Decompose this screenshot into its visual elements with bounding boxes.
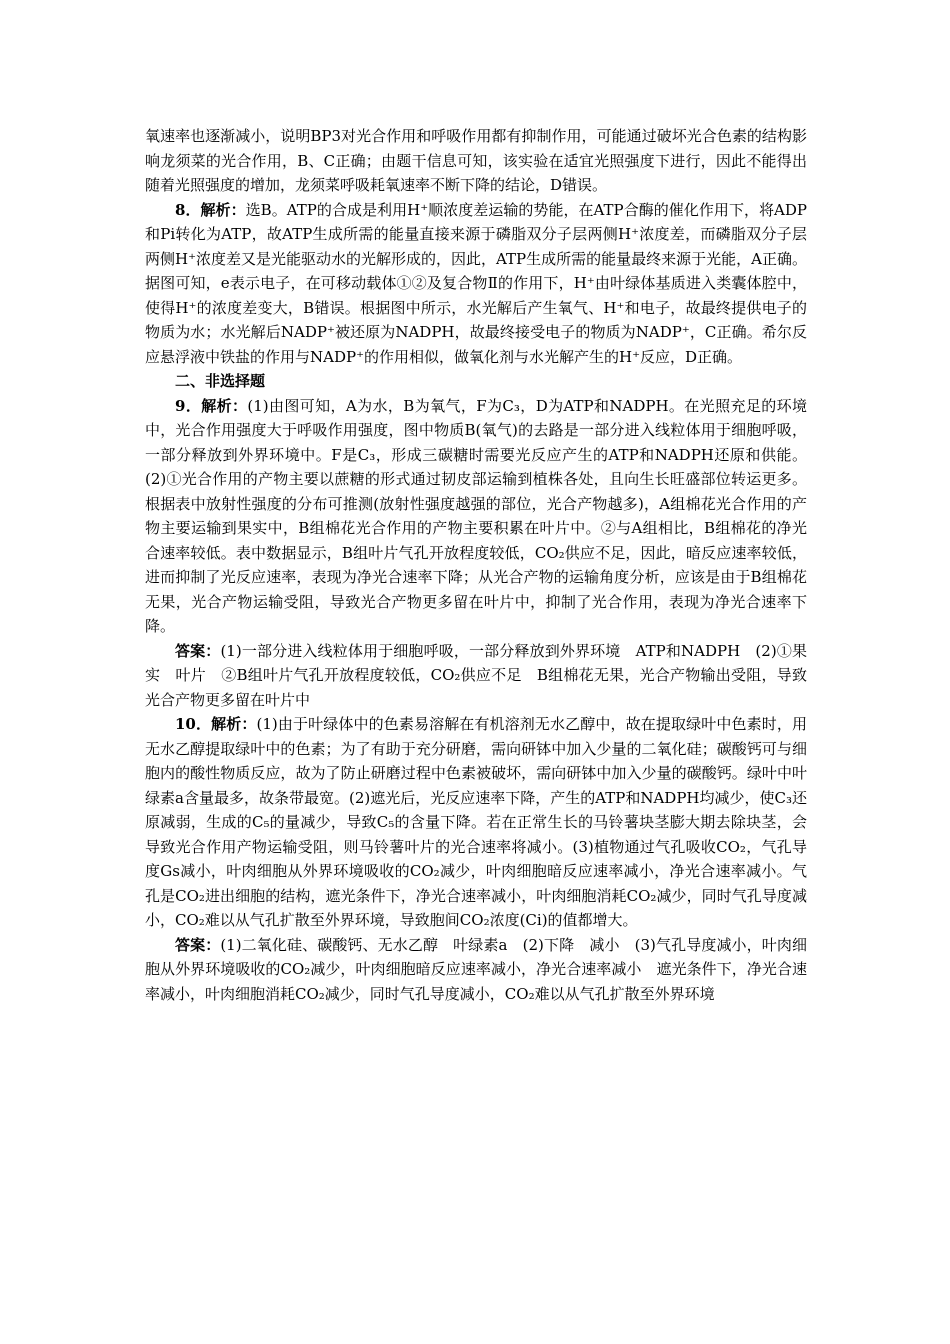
intro-paragraph: 氧速率也逐渐减小，说明BP3对光合作用和呼吸作用都有抑制作用，可能通过破坏光合色素的结构影响龙须菜的光合作用，B、C正确；由题干信息可知，该实验在适宜光照强度下进行，因此不能得出随着光照强度的增加，龙须菜呼吸耗氧速率不断下降的结论，D错误。 xyxy=(145,127,807,194)
q10-analysis xyxy=(145,712,807,933)
q9-answer-label: 答案： xyxy=(175,641,221,660)
q10-text: (1)由于叶绿体中的色素易溶解在有机溶剂无水乙醇中，故在提取绿叶中色素时，用无水乙醇提取绿叶中的色素；为了有助于充分研磨，需向研钵中加入少量的二氧化硅；碳酸钙可与细胞内的酸性物质反应，故为了防止研磨过程中色素被破坏，需向研钵中加入少量的碳酸钙。绿叶中叶绿素a含量最多，故条带最宽。(2)遮光后，光反应速率下降，产生的ATP和NADPH均减少，使C₃还原减弱，生成的C₅的量减少，导致C₅的含量下降。若在正常生长的马铃薯块茎膨大期去除块茎，会导致光合作用产物运输受阻，则马铃薯叶片的光合速率将减小。(3)植物通过气孔吸收CO₂，气孔导度Gs减小，叶肉细胞从外界环境吸收的CO₂减少，叶肉细胞暗反应速率减小，净光合速率减小。气孔是CO₂进出细胞的结构，遮光条件下，净光合速率减小，叶肉细胞消耗CO₂减少，同时气孔导度减小，CO₂难以从气孔扩散至外界环境，导致胞间CO₂浓度(Ci)的值都增大。 xyxy=(145,715,807,929)
section-heading: 二、非选择题 xyxy=(175,372,266,390)
q10-answer-text: (1)二氧化硅、碳酸钙、无水乙醇 叶绿素a (2)下降 减小 (3)气孔导度减小，叶肉细胞从外界环境吸收的CO₂减少，叶肉细胞暗反应速率减小，净光合速率减小 遮光条件下，净光合速率减小，叶肉细胞消耗CO₂减少，同时气孔导度减小，CO₂难以从气孔扩散至外界环境 xyxy=(145,935,807,1003)
q9-analysis xyxy=(145,394,807,639)
document-body xyxy=(145,124,807,1006)
q10-answer-label: 答案： xyxy=(175,935,221,954)
q8-analysis xyxy=(145,198,807,370)
q8-text: 选B。ATP的合成是利用H⁺顺浓度差运输的势能，在ATP合酶的催化作用下，将ADP和Pi转化为ATP，故ATP生成所需的能量直接来源于磷脂双分子层两侧H⁺浓度差，而磷脂双分子层两侧H⁺浓度差又是光能驱动水的光解形成的，因此，ATP生成所需的能量最终来源于光能，A正确。据图可知，e表示电子，在可移动载体①②及复合物Ⅱ的作用下，H⁺由叶绿体基质进入类囊体腔中，使得H⁺的浓度差变大，B错误。根据图中所示，水光解后产生氧气、H⁺和电子，故最终提供电子的物质为水；水光解后NADP⁺被还原为NADPH，故最终接受电子的物质为NADP⁺，C正确。希尔反应悬浮液中铁盐的作用与NADP⁺的作用相似，做氧化剂与水光解产生的H⁺反应，D正确。 xyxy=(145,200,808,366)
q10-answer xyxy=(145,933,807,1007)
q9-answer xyxy=(145,639,807,713)
q10-label: 10．解析： xyxy=(175,715,257,733)
q9-answer-text: (1)一部分进入线粒体用于细胞呼吸，一部分释放到外界环境 ATP和NADPH (2)①果实 叶片 ②B组叶片气孔开放程度较低，CO₂供应不足 B组棉花无果，光合产物输出受阻，导致光合产物更多留在叶片中 xyxy=(145,641,807,709)
q9-label: 9．解析： xyxy=(175,396,248,415)
q9-text: (1)由图可知，A为水，B为氧气，F为C₃，D为ATP和NADPH。在光照充足的环境中，光合作用强度大于呼吸作用强度，图中物质B(氧气)的去路是一部分进入线粒体用于细胞呼吸，一部分释放到外界环境中。F是C₃，形成三碳糖时需要光反应产生的ATP和NADPH还原和供能。(2)①光合作用的产物主要以蔗糖的形式通过韧皮部运输到植株各处，且向生长旺盛部位转运更多。根据表中放射性强度的分布可推测(放射性强度越强的部位，光合产物越多)，A组棉花光合作用的产物主要运输到果实中，B组棉花光合作用的产物主要积累在叶片中。②与A组相比，B组棉花的净光合速率较低。表中数据显示，B组叶片气孔开放程度较低，CO₂供应不足，因此，暗反应速率较低，进而抑制了光反应速率，表现为净光合速率下降；从光合产物的运输角度分析，应该是由于B组棉花无果，光合产物运输受阻，导致光合产物更多留在叶片中，抑制了光合作用，表现为净光合速率下降。 xyxy=(145,396,807,635)
q8-label: 8．解析： xyxy=(175,200,246,219)
